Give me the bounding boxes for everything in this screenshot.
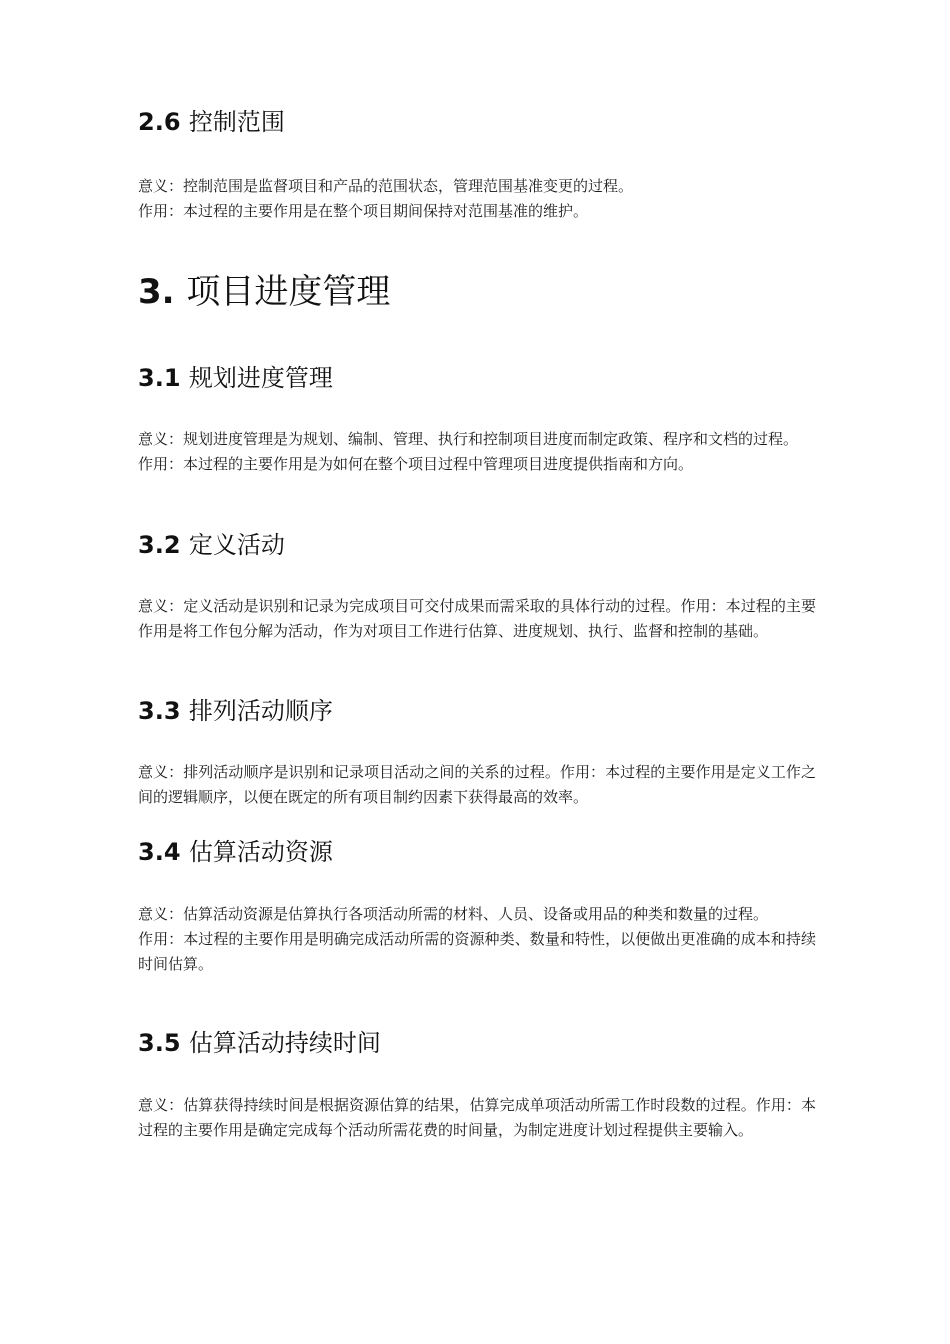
section-3-3-body <box>138 760 816 810</box>
section-3-5-heading <box>138 1028 381 1058</box>
section-3-4-body <box>138 902 816 977</box>
section-3-2-heading <box>138 530 285 560</box>
section-number: 3.4 <box>138 838 181 866</box>
section-3-1-body <box>138 427 816 477</box>
section-3-1-heading <box>138 363 333 393</box>
section-3-3-heading <box>138 696 333 726</box>
section-title: 估算活动资源 <box>188 838 333 866</box>
chapter-3-heading <box>138 270 390 314</box>
section-title: 定义活动 <box>188 531 285 559</box>
section-3-2-body <box>138 594 816 644</box>
section-3-4-heading <box>138 837 333 867</box>
chapter-title: 项目进度管理 <box>186 272 391 312</box>
section-title: 规划进度管理 <box>188 364 333 392</box>
meaning-paragraph: 意义：估算获得持续时间是根据资源估算的结果，估算完成单项活动所需工作时段数的过程。作用：本过程的主要作用是确定完成每个活动所需花费的时间量，为制定进度计划过程提供主要输入。 <box>138 1096 816 1139</box>
section-2-6-body <box>138 174 816 224</box>
section-title: 排列活动顺序 <box>188 697 333 725</box>
section-number: 3.3 <box>138 697 181 725</box>
meaning-paragraph: 意义：估算活动资源是估算执行各项活动所需的材料、人员、设备或用品的种类和数量的过程。 <box>138 905 769 923</box>
section-3-5-body <box>138 1093 816 1143</box>
purpose-paragraph: 作用：本过程的主要作用是明确完成活动所需的资源种类、数量和特性，以便做出更准确的成本和持续时间估算。 <box>138 930 816 973</box>
meaning-paragraph: 意义：控制范围是监督项目和产品的范围状态，管理范围基准变更的过程。 <box>138 177 634 195</box>
purpose-paragraph: 作用：本过程的主要作用是为如何在整个项目过程中管理项目进度提供指南和方向。 <box>138 455 694 473</box>
chapter-number: 3. <box>138 272 175 312</box>
section-title: 控制范围 <box>188 108 285 136</box>
section-number: 2.6 <box>138 108 181 136</box>
section-number: 3.1 <box>138 364 181 392</box>
purpose-paragraph: 作用：本过程的主要作用是在整个项目期间保持对范围基准的维护。 <box>138 202 589 220</box>
meaning-paragraph: 意义：定义活动是识别和记录为完成项目可交付成果而需采取的具体行动的过程。作用：本过程的主要作用是将工作包分解为活动，作为对项目工作进行估算、进度规划、执行、监督和控制的基础。 <box>138 597 816 640</box>
section-number: 3.2 <box>138 531 181 559</box>
section-2-6-heading <box>138 107 285 137</box>
meaning-paragraph: 意义：排列活动顺序是识别和记录项目活动之间的关系的过程。作用：本过程的主要作用是定义工作之间的逻辑顺序，以便在既定的所有项目制约因素下获得最高的效率。 <box>138 763 816 806</box>
section-title: 估算活动持续时间 <box>188 1029 381 1057</box>
meaning-paragraph: 意义：规划进度管理是为规划、编制、管理、执行和控制项目进度而制定政策、程序和文档的过程。 <box>138 430 799 448</box>
section-number: 3.5 <box>138 1029 181 1057</box>
